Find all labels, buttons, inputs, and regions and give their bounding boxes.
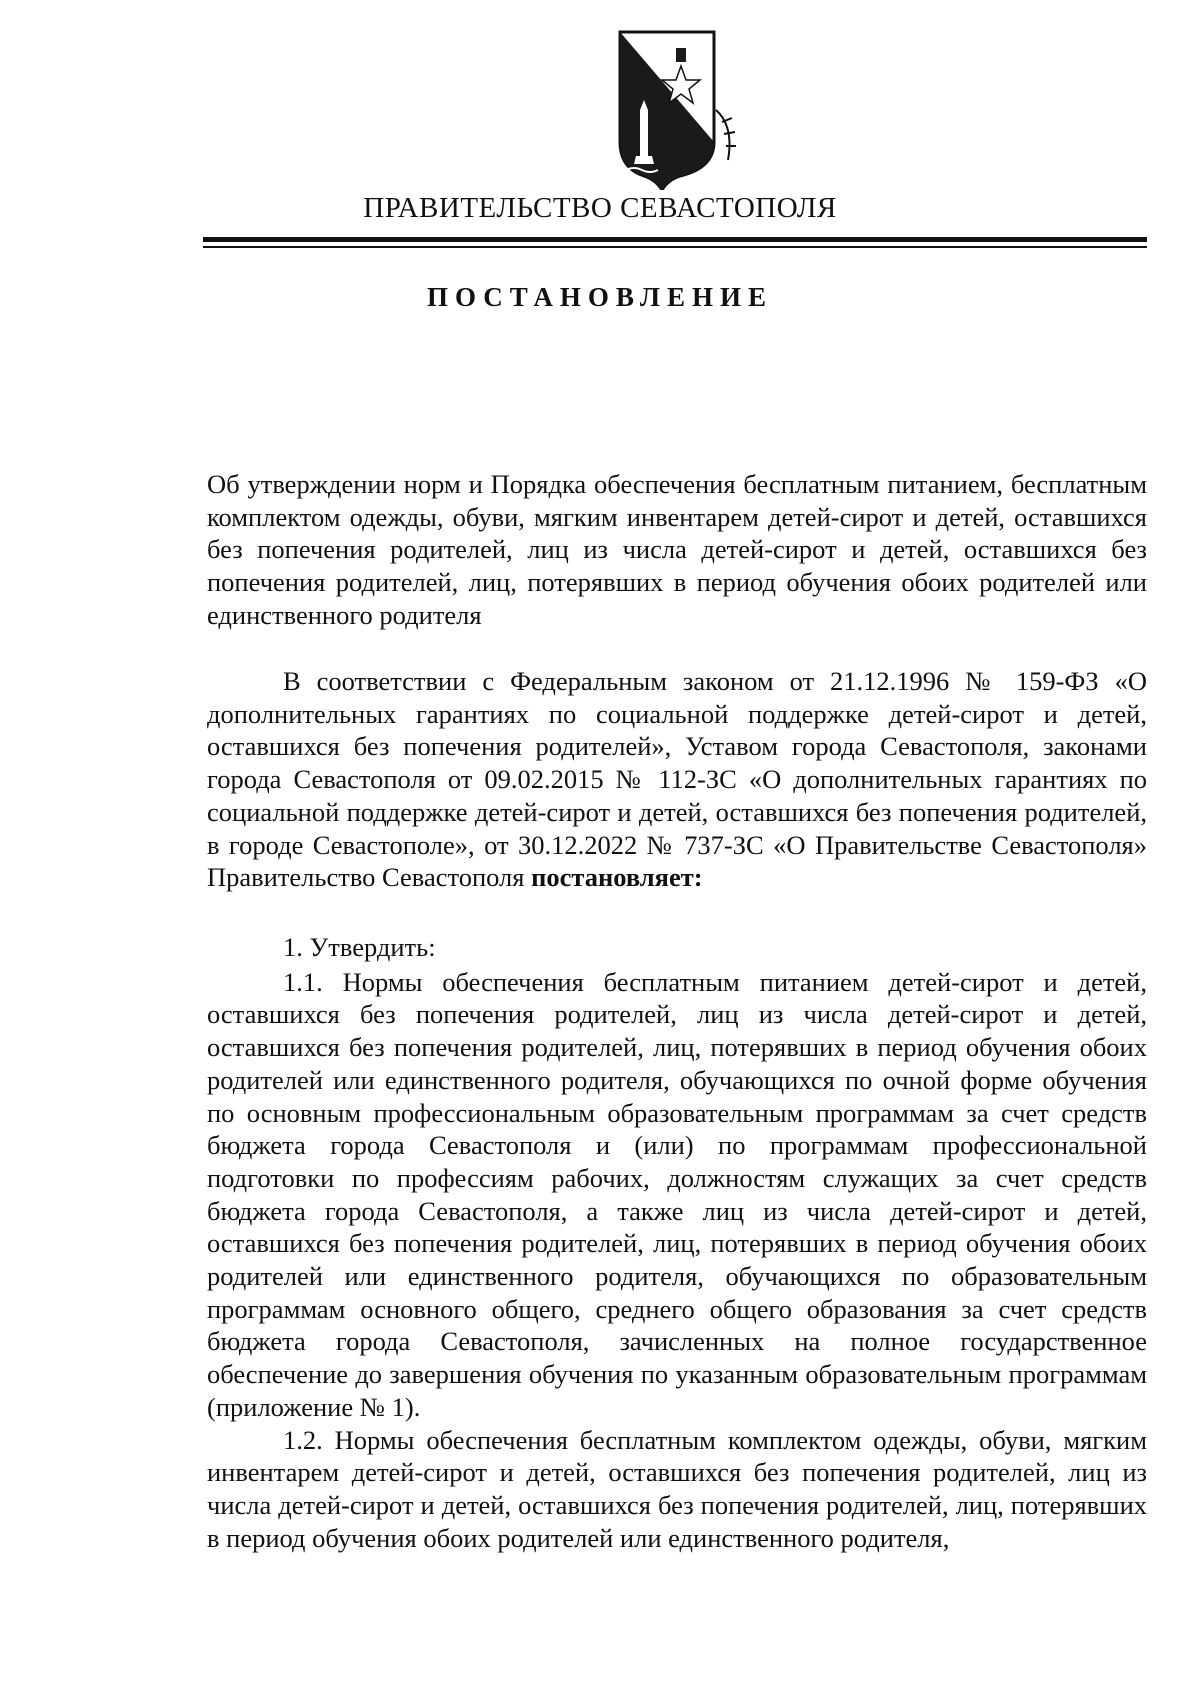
preamble	[207, 665, 1147, 894]
decree-item-1-2: 1.2. Нормы обеспечения бесплатным комплектом одежды, обуви, мягким инвентарем детей-сирот и детей, оставшихся без попечения родителей, лиц из числа детей-сирот и детей, оставшихся без попечения родителей, лиц, потерявших в период обучения обоих родителей или единственного родителя,	[207, 1424, 1147, 1553]
header-divider-thin	[203, 246, 1147, 248]
preamble-text: В соответствии с Федеральным законом от 21.12.1996 № 159-ФЗ «О дополнительных гарантиях по социальной поддержке детей-сирот и детей, оставшихся без попечения родителей», Уставом города Севастополя, законами города Севастополя от 09.02.2015 № 112-ЗС «О дополнительных гарантиях по социальной поддержке детей-сирот и детей, оставшихся без попечения родителей, в городе Севастополе», от 30.12.2022 № 737-ЗС «О Правительстве Севастополя» Правительство Севастополя	[207, 666, 1147, 893]
decree-item-1: 1. Утвердить:	[283, 932, 436, 962]
subject-text: Об утверждении норм и Порядка обеспечения бесплатным питанием, бесплатным комплектом одежды, обуви, мягким инвентарем детей-сирот и детей, оставшихся без попечения родителей, лиц из числа детей-сирот и детей, оставшихся без попечения родителей, лиц, потерявших в период обучения обоих родителей или единственного родителя	[207, 469, 1147, 630]
organization-title: ПРАВИТЕЛЬСТВО СЕВАСТОПОЛЯ	[363, 192, 837, 224]
preamble-paragraph	[207, 665, 1147, 894]
document-type-title: ПОСТАНОВЛЕНИЕ	[426, 282, 774, 312]
coat-of-arms-icon	[618, 30, 758, 190]
document-subject	[207, 468, 1147, 632]
decree-item-1-1: 1.1. Нормы обеспечения бесплатным питанием детей-сирот и детей, оставшихся без попечения родителей, лиц из числа детей-сирот и детей, оставшихся без попечения родителей, лиц, потерявших в период обучения обоих родителей или единственного родителя, обучающихся по очной форме обучения по основным профессиональным образовательным программам за счет средств бюджета города Севастополя и (или) по программам профессиональной подготовки по профессиям рабочих, должностям служащих за счет средств бюджета города Севастополя, а также лиц из числа детей-сирот и детей, оставшихся без попечения родителей, лиц, потерявших в период обучения обоих родителей или единственного родителя, обучающихся по образовательным программам основного общего, среднего общего образования за счет средств бюджета города Севастополя, зачисленных на полное государственное обеспечение до завершения обучения по указанным образовательным программам (приложение № 1).	[207, 966, 1147, 1422]
preamble-verb: постановляет:	[531, 862, 703, 893]
header-divider-thick	[203, 237, 1147, 242]
decree-body	[207, 931, 1147, 1554]
